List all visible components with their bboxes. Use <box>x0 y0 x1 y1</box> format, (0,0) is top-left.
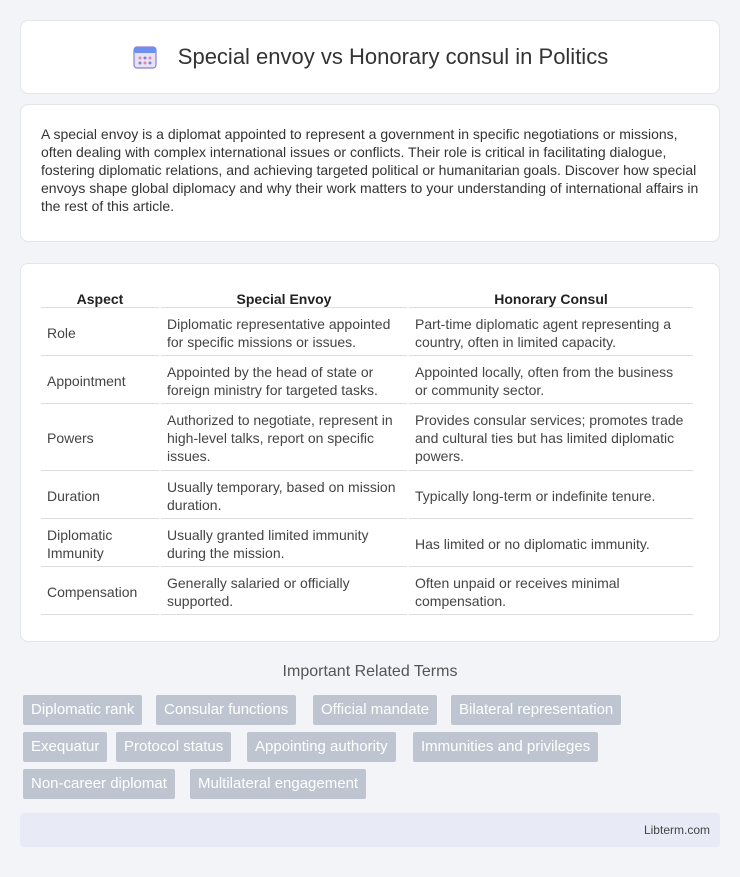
header-honorary-consul: Honorary Consul <box>409 288 693 308</box>
comparison-table <box>39 286 695 617</box>
cell-envoy: Authorized to negotiate, represent in high-level talks, report on specific issues. <box>161 406 407 471</box>
cell-envoy: Appointed by the head of state or foreign ministry for targeted tasks. <box>161 358 407 404</box>
tag-immunities-and-privileges[interactable]: Immunities and privileges <box>413 732 598 762</box>
tag-non-career-diplomat[interactable]: Non-career diplomat <box>23 769 175 799</box>
page-title: Special envoy vs Honorary consul in Politics <box>177 44 609 69</box>
tag-appointing-authority[interactable]: Appointing authority <box>247 732 396 762</box>
title-card <box>20 20 720 94</box>
table-row <box>41 406 693 471</box>
header-aspect: Aspect <box>41 288 159 308</box>
cell-consul: Appointed locally, often from the business or community sector. <box>409 358 693 404</box>
tag-official-mandate[interactable]: Official mandate <box>313 695 437 725</box>
cell-envoy: Usually temporary, based on mission duration. <box>161 473 407 519</box>
comparison-table-card <box>20 263 720 642</box>
intro-text: A special envoy is a diplomat appointed to represent a government in specific negotiations or missions, often dealing with complex international issues or conflicts. Their role is critical in facilitating dialogue, fostering diplomatic relations, and achieving targeted political or humanitarian goals. Discover how special envoys shape global diplomacy and why their work matters to your understanding of international affairs in the rest of this article. <box>41 126 699 214</box>
table-row <box>41 521 693 567</box>
calendar-icon <box>132 44 158 70</box>
cell-consul: Part-time diplomatic agent representing a country, often in limited capacity. <box>409 310 693 356</box>
cell-aspect: Powers <box>41 406 159 471</box>
tag-consular-functions[interactable]: Consular functions <box>156 695 296 725</box>
intro-card <box>20 104 720 242</box>
tag-multilateral-engagement[interactable]: Multilateral engagement <box>190 769 366 799</box>
table-row <box>41 473 693 519</box>
cell-aspect: Role <box>41 310 159 356</box>
tag-exequatur[interactable]: Exequatur <box>23 732 107 762</box>
tag-diplomatic-rank[interactable]: Diplomatic rank <box>23 695 142 725</box>
footer <box>20 813 720 847</box>
cell-consul: Often unpaid or receives minimal compensation. <box>409 569 693 615</box>
table-row <box>41 358 693 404</box>
table-row <box>41 310 693 356</box>
cell-envoy: Usually granted limited immunity during the mission. <box>161 521 407 567</box>
footer-site-link[interactable]: Libterm.com <box>643 823 710 837</box>
cell-consul: Typically long-term or indefinite tenure. <box>409 473 693 519</box>
cell-aspect: Appointment <box>41 358 159 404</box>
cell-envoy: Generally salaried or officially supported. <box>161 569 407 615</box>
cell-aspect: Diplomatic Immunity <box>41 521 159 567</box>
tag-bilateral-representation[interactable]: Bilateral representation <box>451 695 621 725</box>
related-terms-title: Important Related Terms <box>282 663 458 680</box>
cell-envoy: Diplomatic representative appointed for specific missions or issues. <box>161 310 407 356</box>
header-special-envoy: Special Envoy <box>161 288 407 308</box>
table-row <box>41 569 693 615</box>
cell-aspect: Duration <box>41 473 159 519</box>
cell-consul: Provides consular services; promotes trade and cultural ties but has limited diplomatic powers. <box>409 406 693 471</box>
tag-protocol-status[interactable]: Protocol status <box>116 732 231 762</box>
cell-aspect: Compensation <box>41 569 159 615</box>
cell-consul: Has limited or no diplomatic immunity. <box>409 521 693 567</box>
